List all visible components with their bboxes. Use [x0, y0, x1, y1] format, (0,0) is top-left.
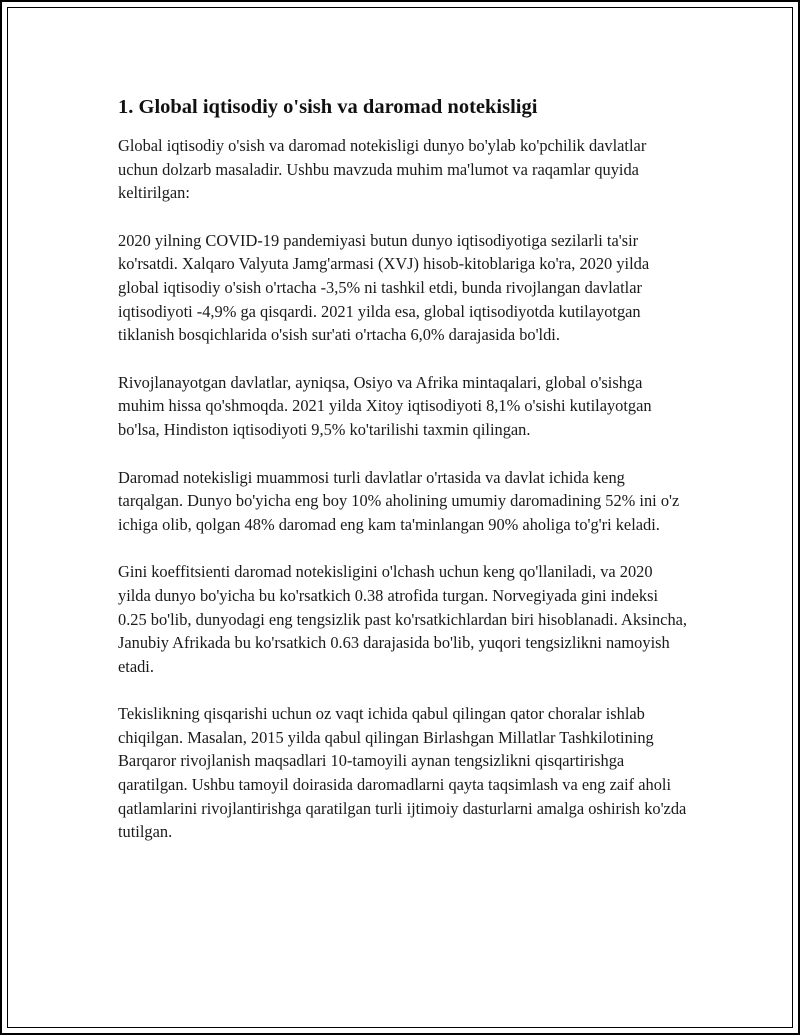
- paragraph-gini-coefficient: Gini koeffitsienti daromad notekisligini o'lchash uchun keng qo'llaniladi, va 2020 yilda dunyo bo'yicha bu ko'rsatkich 0.38 atrofida turgan. Norvegiyada gini indeksi 0.25 bo'lib, dunyodagi eng tengsizlik past ko'rsatkichlardan biri hisoblanadi. Aksincha, Janubiy Afrikada bu ko'rsatkich 0.63 darajasida bo'lib, yuqori tengsizlikni namoyish etadi.: [118, 562, 688, 676]
- paragraph-intro: Global iqtisodiy o'sish va daromad notekisligi dunyo bo'ylab ko'pchilik davlatlar uchun dolzarb masaladir. Ushbu mavzuda muhim ma'lumot va raqamlar quyida keltirilgan:: [118, 136, 647, 203]
- document-body: [118, 94, 688, 868]
- paragraph-policy-measures: Tekislikning qisqarishi uchun oz vaqt ichida qabul qilingan qator choralar ishlab chiqilgan. Masalan, 2015 yilda qabul qilingan Birlashgan Millatlar Tashkilotining Barqaror rivojlanish maqsadlari 10-tamoyili aynan tengsizlikni qisqartirishga qaratilgan. Ushbu tamoyil doirasida daromadlarni qayta taqsimlash va eng zaif aholi qatlamlarini rivojlantirishga qaratilgan turli ijtimoiy dasturlarni amalga oshirish ko'zda tutilgan.: [118, 704, 687, 842]
- paragraph-developing-countries: Rivojlanayotgan davlatlar, ayniqsa, Osiyo va Afrika mintaqalari, global o'sishga muhim hissa qo'shmoqda. 2021 yilda Xitoy iqtisodiyoti 8,1% o'sishi kutilayotgan bo'lsa, Hindiston iqtisodiyoti 9,5% ko'tarilishi taxmin qilingan.: [118, 372, 652, 439]
- section-heading: 1. Global iqtisodiy o'sish va daromad notekisligi: [118, 96, 538, 118]
- paragraph-income-inequality: Daromad notekisligi muammosi turli davlatlar o'rtasida va davlat ichida keng tarqalgan. Dunyo bo'yicha eng boy 10% aholining umumiy daromadining 52% ini o'z ichiga olib, qolgan 48% daromad eng kam ta'minlangan 90% aholiga to'g'ri keladi.: [118, 467, 680, 534]
- paragraph-covid-impact: 2020 yilning COVID-19 pandemiyasi butun dunyo iqtisodiyotiga sezilarli ta'sir ko'rsatdi. Xalqaro Valyuta Jamg'armasi (XVJ) hisob-kitoblariga ko'ra, 2020 yilda global iqtisodiy o'sish o'rtacha -3,5% ni tashkil etdi, bunda rivojlangan davlatlar iqtisodiyoti -4,9% ga qisqardi. 2021 yilda esa, global iqtisodiyotda kutilayotgan tiklanish bosqichlarida o'sish sur'ati o'rtacha 6,0% darajasida bo'ldi.: [118, 230, 650, 345]
